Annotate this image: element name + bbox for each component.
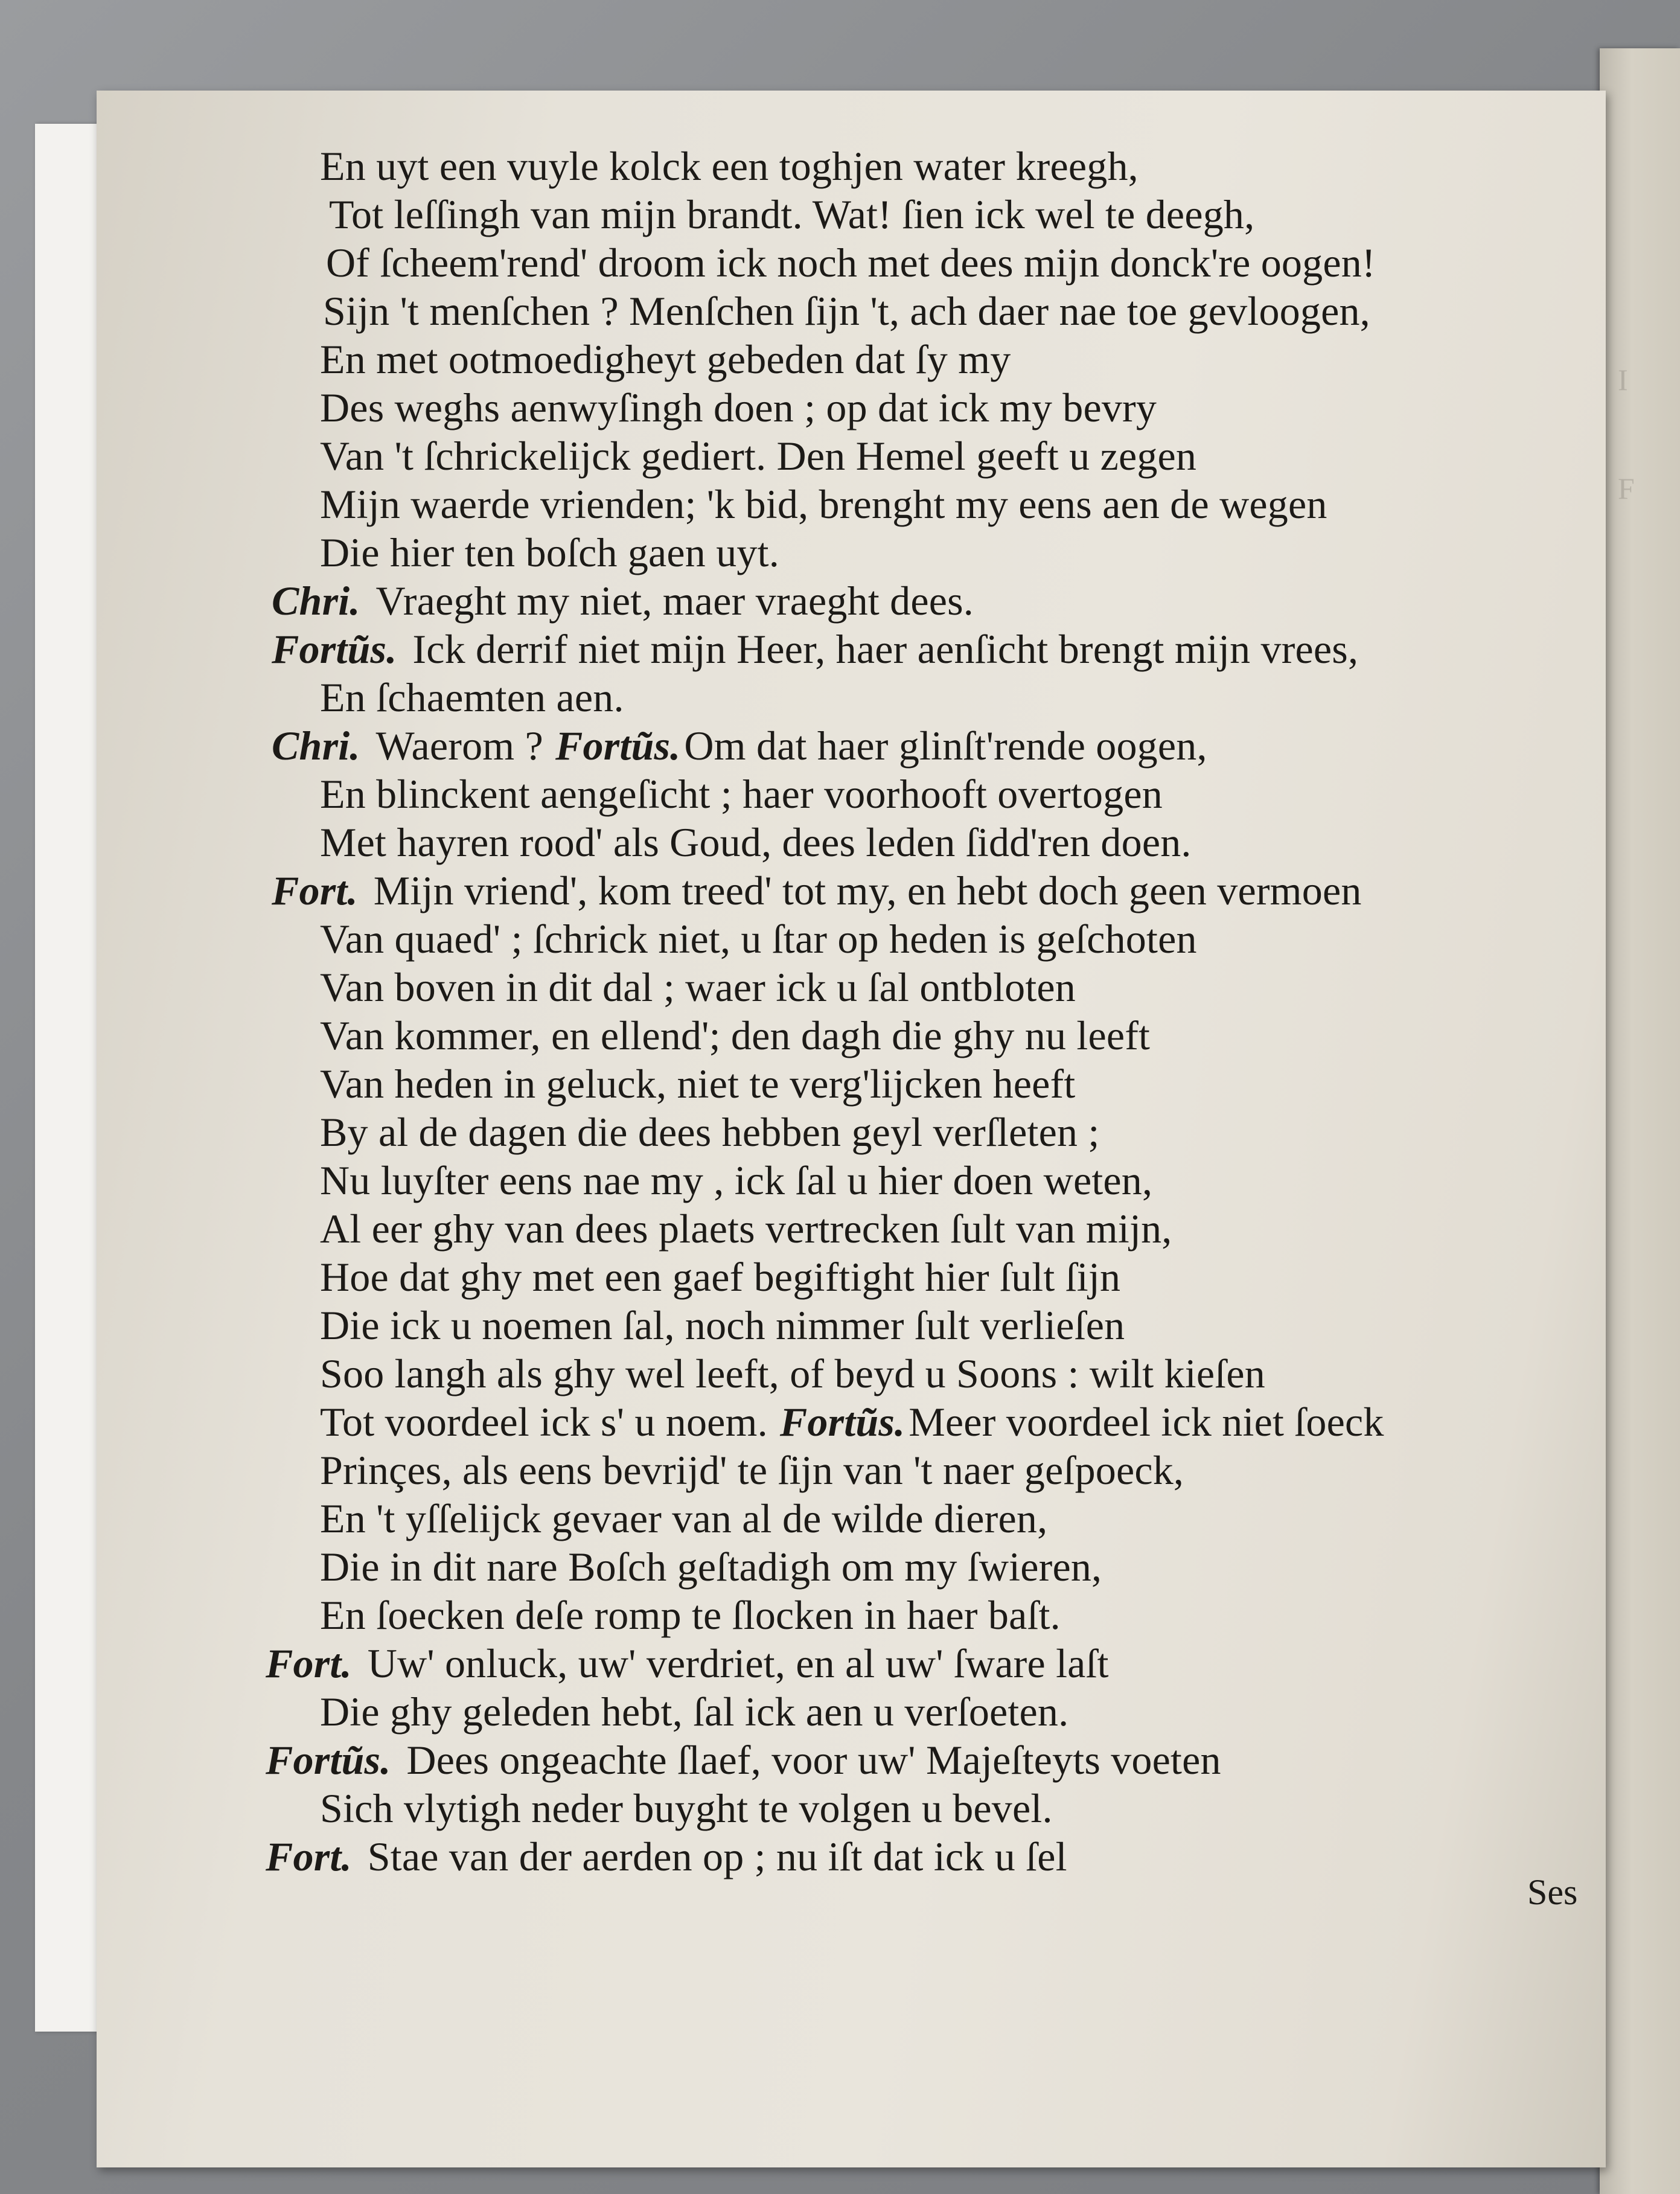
line-text: Die in dit nare Boſch geſtadigh om my ſwieren, (320, 1544, 1102, 1590)
catchword: Ses (1527, 1872, 1578, 1912)
line-text: En uyt een vuyle kolck een toghjen water kreegh, (320, 143, 1139, 189)
line-text: Mijn waerde vrienden; 'k bid, brenght my eens aen de wegen (320, 481, 1327, 527)
line-text: Tot leſſingh van mijn brandt. Wat! ſien ick wel te deegh, (329, 191, 1255, 237)
speaker-name: Chri. (272, 723, 360, 769)
verse-line (320, 1108, 1099, 1156)
line-text: Soo langh als ghy wel leeft, of beyd u Soons : wilt kieſen (320, 1351, 1265, 1396)
verse-line (320, 1060, 1076, 1108)
verse-line (320, 1687, 1068, 1736)
line-text: Of ſcheem'rend' droom ick noch met dees mijn donck're oogen! (326, 240, 1376, 286)
line-text: Van boven in dit dal ; waer ick u ſal ontbloten (320, 964, 1076, 1010)
line-text: Waerom ? (375, 723, 543, 769)
line-text: Van 't ſchrickelijck gediert. Den Hemel geeft u zegen (320, 433, 1197, 479)
line-text: Om dat haer glinſt'rende oogen, (684, 723, 1207, 769)
verse-line (320, 1253, 1120, 1301)
facing-page-edge (1600, 48, 1680, 2194)
speaker-name: Fortũs. (272, 626, 397, 672)
verse-line (320, 335, 1011, 383)
line-text: By al de dagen die dees hebben geyl verſleten ; (320, 1109, 1100, 1155)
verse-line (320, 915, 1197, 963)
line-text: Meer voordeel ick niet ſoeck (909, 1399, 1384, 1445)
verse-line (320, 963, 1076, 1011)
verse-line (326, 238, 1376, 287)
verse-line (266, 1639, 1109, 1687)
line-text: Vraeght my niet, maer vraeght dees. (375, 578, 974, 624)
verse-line (320, 1011, 1150, 1060)
line-text: Nu luyſter eens nae my , ick ſal u hier doen weten, (320, 1157, 1153, 1203)
verse-line (272, 625, 1358, 673)
verse-line (320, 1349, 1265, 1398)
speaker-name: Fort. (272, 868, 358, 913)
line-text: Sich vlytigh neder buyght te volgen u bevel. (320, 1785, 1053, 1831)
line-text: Met hayren rood' als Goud, dees leden ſidd'ren doen. (320, 819, 1192, 865)
line-text: Des weghs aenwyſingh doen ; op dat ick my bevry (320, 385, 1157, 430)
line-text: Dees ongeachte ſlaef, voor uw' Majeſteyts voeten (406, 1737, 1221, 1783)
line-text: En met ootmoedigheyt gebeden dat ſy my (320, 336, 1011, 382)
line-text: Die ghy geleden hebt, ſal ick aen u verſoeten. (320, 1689, 1069, 1735)
line-text: Stae van der aerden op ; nu iſt dat ick u ſel (367, 1834, 1067, 1879)
speaker-name: Fort. (266, 1834, 352, 1879)
verse-line (320, 1398, 1384, 1446)
verse-line (323, 287, 1370, 335)
verse-line (266, 1736, 1221, 1784)
facing-page-fragment: I (1618, 363, 1628, 397)
speaker-name: Fortũs. (555, 723, 681, 769)
verse-line (320, 383, 1157, 432)
verse-line (266, 1832, 1067, 1881)
facing-page-fragment: F (1618, 472, 1635, 505)
verse-line (320, 673, 624, 721)
book-page (97, 91, 1606, 2167)
verse-line (329, 190, 1254, 238)
verse-line (320, 770, 1163, 818)
line-text: En ſchaemten aen. (320, 674, 624, 720)
line-text: En 't yſſelijck gevaer van al de wilde dieren, (320, 1495, 1048, 1541)
verse-line (320, 1543, 1102, 1591)
speaker-name: Fort. (266, 1640, 352, 1686)
verse-line (320, 480, 1327, 528)
verse-line (272, 866, 1362, 915)
verse-line (320, 1494, 1047, 1543)
verse-line (320, 1784, 1053, 1832)
line-text: Prinçes, als eens bevrijd' te ſijn van 't naer geſpoeck, (320, 1447, 1184, 1493)
verse-line (320, 1156, 1152, 1204)
line-text: Die ick u noemen ſal, noch nimmer ſult verlieſen (320, 1302, 1125, 1348)
line-text: En blinckent aengeſicht ; haer voorhooft overtogen (320, 771, 1163, 817)
line-text: Van kommer, en ellend'; den dagh die ghy nu leeft (320, 1012, 1151, 1058)
verse-line (320, 1446, 1184, 1494)
verse-line (320, 818, 1192, 866)
verse-line (320, 1301, 1125, 1349)
line-text: Ick derrif niet mijn Heer, haer aenſicht brengt mijn vrees, (412, 626, 1359, 672)
line-text: Mijn vriend', kom treed' tot my, en hebt doch geen vermoen (373, 868, 1362, 913)
line-text: Sijn 't menſchen ? Menſchen ſijn 't, ach daer nae toe gevloogen, (323, 288, 1370, 334)
verse-line (320, 1591, 1061, 1639)
speaker-name: Fortũs. (779, 1399, 905, 1445)
speaker-name: Chri. (272, 578, 360, 624)
line-text: Uw' onluck, uw' verdriet, en al uw' ſware laſt (367, 1640, 1109, 1686)
verse-line (320, 432, 1196, 480)
verse-line (320, 142, 1139, 190)
line-text: En ſoecken deſe romp te ſlocken in haer baſt. (320, 1592, 1061, 1638)
verse-line (320, 528, 779, 577)
line-text: Die hier ten boſch gaen uyt. (320, 529, 779, 575)
line-text: Al eer ghy van dees plaets vertrecken ſult van mijn, (320, 1206, 1172, 1252)
line-text: Van heden in geluck, niet te verg'lijcken heeft (320, 1061, 1076, 1107)
line-text: Van quaed' ; ſchrick niet, u ſtar op heden is geſchoten (320, 916, 1197, 962)
verse-line (272, 577, 974, 625)
speaker-name: Fortũs. (266, 1737, 391, 1783)
line-text: Hoe dat ghy met een gaef begiftight hier ſult ſijn (320, 1254, 1121, 1300)
verse-line (320, 1204, 1172, 1253)
verse-line (272, 721, 1207, 770)
line-text: Tot voordeel ick s' u noem. (320, 1399, 768, 1445)
